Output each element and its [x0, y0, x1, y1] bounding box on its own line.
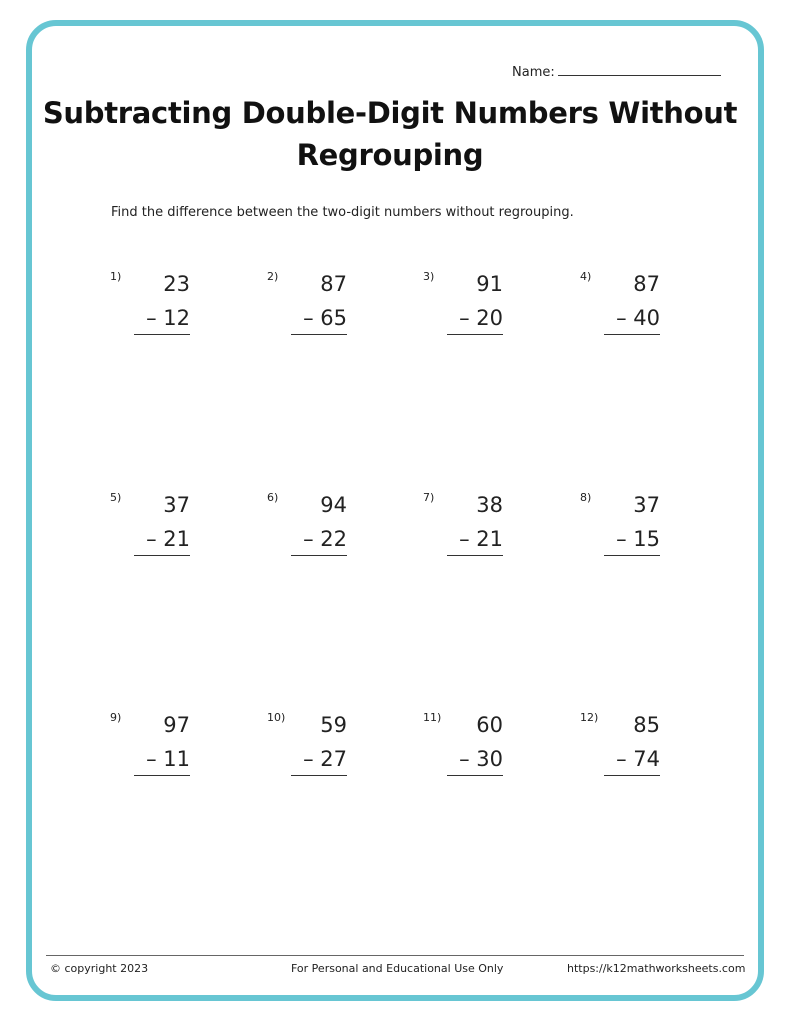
subtrahend: 74	[633, 747, 660, 771]
problem-12	[580, 711, 690, 801]
problem-number: 8)	[580, 491, 592, 504]
answer-line	[447, 775, 503, 776]
answer-line	[134, 334, 190, 335]
subtrahend-row	[303, 306, 347, 330]
minuend: 87	[633, 272, 660, 296]
subtrahend-row	[303, 747, 347, 771]
subtrahend-row	[146, 747, 190, 771]
subtrahend-row	[616, 306, 660, 330]
minus-sign: –	[146, 527, 157, 551]
subtrahend: 20	[476, 306, 503, 330]
instructions: Find the difference between the two-digit numbers without regrouping.	[111, 205, 574, 220]
problem-number: 1)	[110, 270, 122, 283]
subtrahend: 15	[633, 527, 660, 551]
subtrahend-row	[146, 527, 190, 551]
problem-8	[580, 491, 690, 581]
minus-sign: –	[303, 306, 314, 330]
answer-line	[604, 334, 660, 335]
subtrahend: 27	[320, 747, 347, 771]
subtrahend: 65	[320, 306, 347, 330]
problem-2	[267, 270, 377, 360]
minuend: 59	[320, 713, 347, 737]
name-field[interactable]	[512, 62, 721, 80]
problem-number: 10)	[267, 711, 286, 724]
footer-divider	[46, 955, 744, 956]
problem-number: 2)	[267, 270, 279, 283]
answer-line	[604, 775, 660, 776]
minuend: 87	[320, 272, 347, 296]
subtrahend: 12	[163, 306, 190, 330]
answer-line	[291, 775, 347, 776]
subtrahend-row	[459, 527, 503, 551]
subtrahend: 21	[163, 527, 190, 551]
minus-sign: –	[303, 747, 314, 771]
minuend: 37	[633, 493, 660, 517]
minus-sign: –	[459, 306, 470, 330]
subtrahend: 22	[320, 527, 347, 551]
minuend: 37	[163, 493, 190, 517]
problem-number: 5)	[110, 491, 122, 504]
minus-sign: –	[616, 306, 627, 330]
name-blank-line[interactable]	[558, 62, 721, 76]
minus-sign: –	[146, 306, 157, 330]
problem-number: 11)	[423, 711, 442, 724]
problem-number: 6)	[267, 491, 279, 504]
problem-number: 4)	[580, 270, 592, 283]
minus-sign: –	[459, 527, 470, 551]
answer-line	[291, 555, 347, 556]
problem-5	[110, 491, 220, 581]
minuend: 23	[163, 272, 190, 296]
name-label: Name:	[512, 65, 555, 80]
footer-url[interactable]: https://k12mathworksheets.com	[567, 962, 746, 975]
problem-11	[423, 711, 533, 801]
minus-sign: –	[303, 527, 314, 551]
problem-7	[423, 491, 533, 581]
problem-10	[267, 711, 377, 801]
subtrahend-row	[303, 527, 347, 551]
problem-9	[110, 711, 220, 801]
minuend: 97	[163, 713, 190, 737]
problem-number: 12)	[580, 711, 599, 724]
answer-line	[604, 555, 660, 556]
minuend: 85	[633, 713, 660, 737]
minus-sign: –	[146, 747, 157, 771]
minuend: 91	[476, 272, 503, 296]
answer-line	[447, 334, 503, 335]
subtrahend: 11	[163, 747, 190, 771]
minus-sign: –	[616, 747, 627, 771]
subtrahend: 40	[633, 306, 660, 330]
answer-line	[134, 775, 190, 776]
problem-number: 7)	[423, 491, 435, 504]
subtrahend-row	[616, 527, 660, 551]
footer-copyright: © copyright 2023	[50, 962, 149, 975]
subtrahend-row	[459, 306, 503, 330]
answer-line	[447, 555, 503, 556]
minuend: 94	[320, 493, 347, 517]
answer-line	[134, 555, 190, 556]
minuend: 60	[476, 713, 503, 737]
answer-line	[291, 334, 347, 335]
footer-usage: For Personal and Educational Use Only	[291, 962, 504, 975]
worksheet-title: Subtracting Double-Digit Numbers Without Regrouping	[42, 96, 738, 172]
subtrahend-row	[459, 747, 503, 771]
subtrahend: 30	[476, 747, 503, 771]
minus-sign: –	[616, 527, 627, 551]
problem-3	[423, 270, 533, 360]
problem-4	[580, 270, 690, 360]
minus-sign: –	[459, 747, 470, 771]
minuend: 38	[476, 493, 503, 517]
problem-6	[267, 491, 377, 581]
subtrahend-row	[146, 306, 190, 330]
problem-number: 9)	[110, 711, 122, 724]
subtrahend: 21	[476, 527, 503, 551]
problem-1	[110, 270, 220, 360]
problem-number: 3)	[423, 270, 435, 283]
subtrahend-row	[616, 747, 660, 771]
